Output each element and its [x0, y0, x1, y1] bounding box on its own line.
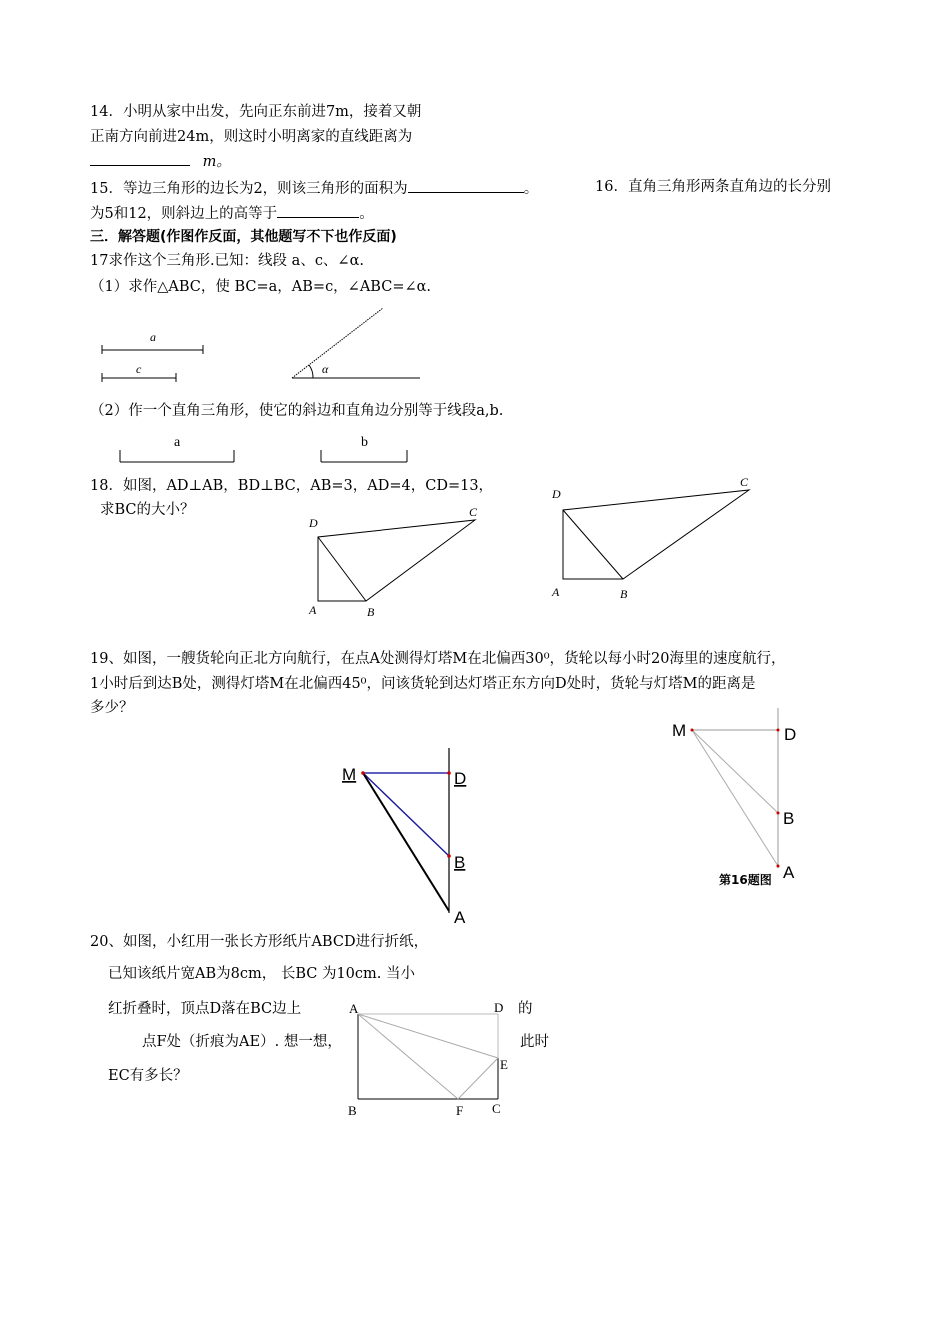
q17-segment2-a	[120, 450, 234, 462]
q19-small-caption: 第16题图	[719, 873, 772, 887]
q19-main-M: M	[342, 765, 357, 784]
q18-fig2-C: C	[740, 475, 749, 489]
q16-line2-text: 为5和12，则斜边上的高等于	[90, 206, 278, 222]
q17-seg-c-label: c	[136, 362, 142, 376]
q20-fig-D: D	[494, 1000, 504, 1015]
q14-unit: m。	[202, 154, 231, 170]
q19-figure-main	[361, 748, 451, 913]
q17-line1: 17求作这个三角形.已知：线段 a、c、∠α.	[90, 253, 364, 269]
q20-fig-C: C	[492, 1101, 501, 1116]
q19-figure-small	[691, 708, 780, 868]
section3-heading: 三．解答题(作图作反面，其他题写不下也作反面)	[90, 229, 397, 245]
q17-angle	[292, 308, 420, 378]
q17-seg2-b-label: b	[361, 435, 368, 450]
q20-line4a: 点F处（折痕为AE）. 想一想，	[142, 1034, 342, 1050]
q17-seg2-a-label: a	[174, 435, 181, 450]
q17-angle-label: α	[322, 362, 329, 376]
q19-small-B: B	[783, 809, 795, 828]
q14-line2: 正南方向前进24m，则这时小明离家的直线距离为	[90, 129, 413, 145]
q18-fig2-B: B	[620, 587, 628, 601]
q20-line3a: 红折叠时，顶点D落在BC边上	[108, 1001, 302, 1017]
q20-fig-F: F	[456, 1103, 464, 1118]
q19-line3: 多少？	[90, 700, 134, 716]
q18-fig2-A: A	[552, 585, 560, 599]
q18-figure-large	[563, 490, 749, 579]
q18-line2: 求BC的大小？	[100, 502, 195, 518]
q16-text: 16．直角三角形两条直角边的长分别	[595, 179, 831, 195]
q17-part1: （1）求作△ABC，使 BC=a，AB=c，∠ABC=∠α.	[90, 279, 432, 295]
q20-fig-A: A	[349, 1001, 359, 1016]
q20-line2: 已知该纸片宽AB为8cm， 长BC 为10cm. 当小	[108, 966, 415, 982]
q19-line2: 1小时后到达B处，测得灯塔M在北偏西45⁰，问该货轮到达灯塔正东方向D处时，货轮与灯塔M的距离是	[90, 676, 756, 692]
q18-fig2-D: D	[552, 487, 561, 501]
q20-line4b: 此时	[520, 1034, 549, 1050]
q18-fig1-B: B	[367, 605, 375, 619]
q19-small-A: A	[783, 863, 795, 882]
q20-line5: EC有多长？	[108, 1068, 188, 1084]
q18-line1: 18．如图，AD⊥AB，BD⊥BC，AB=3，AD=4，CD=13，	[90, 478, 494, 494]
q17-segment2-b	[321, 450, 407, 462]
q18-fig1-D: D	[309, 516, 318, 530]
q17-part2: （2）作一个直角三角形，使它的斜边和直角边分别等于线段a,b.	[90, 403, 504, 419]
q20-line3b: 的	[518, 1001, 533, 1017]
q19-small-M: M	[672, 721, 687, 740]
q19-line1: 19、如图，一艘货轮向正北方向航行，在点A处测得灯塔M在北偏西30⁰，货轮以每小时20海里的速度航行，	[90, 651, 786, 667]
q18-fig1-C: C	[469, 505, 478, 519]
q19-main-B: B	[454, 853, 466, 872]
q19-main-A: A	[454, 908, 466, 927]
q16-end: 。	[359, 206, 374, 222]
q20-line1: 20、如图，小红用一张长方形纸片ABCD进行折纸，	[90, 934, 429, 950]
q20-fig-E: E	[500, 1057, 508, 1072]
q20-fig-B: B	[348, 1103, 357, 1118]
q15-end: 。	[523, 181, 539, 197]
q19-small-D: D	[784, 725, 797, 744]
q18-fig1-A: A	[309, 603, 317, 617]
q20-figure	[358, 1014, 498, 1099]
q19-main-D: D	[454, 769, 467, 788]
q17-seg-a-label: a	[150, 330, 156, 344]
q17-segment-a	[102, 345, 203, 354]
q14-line1: 14．小明从家中出发，先向正东前进7m，接着又朝	[90, 104, 422, 120]
q18-figure-small	[318, 520, 475, 601]
q15-text: 15．等边三角形的边长为2，则该三角形的面积为	[90, 181, 408, 197]
